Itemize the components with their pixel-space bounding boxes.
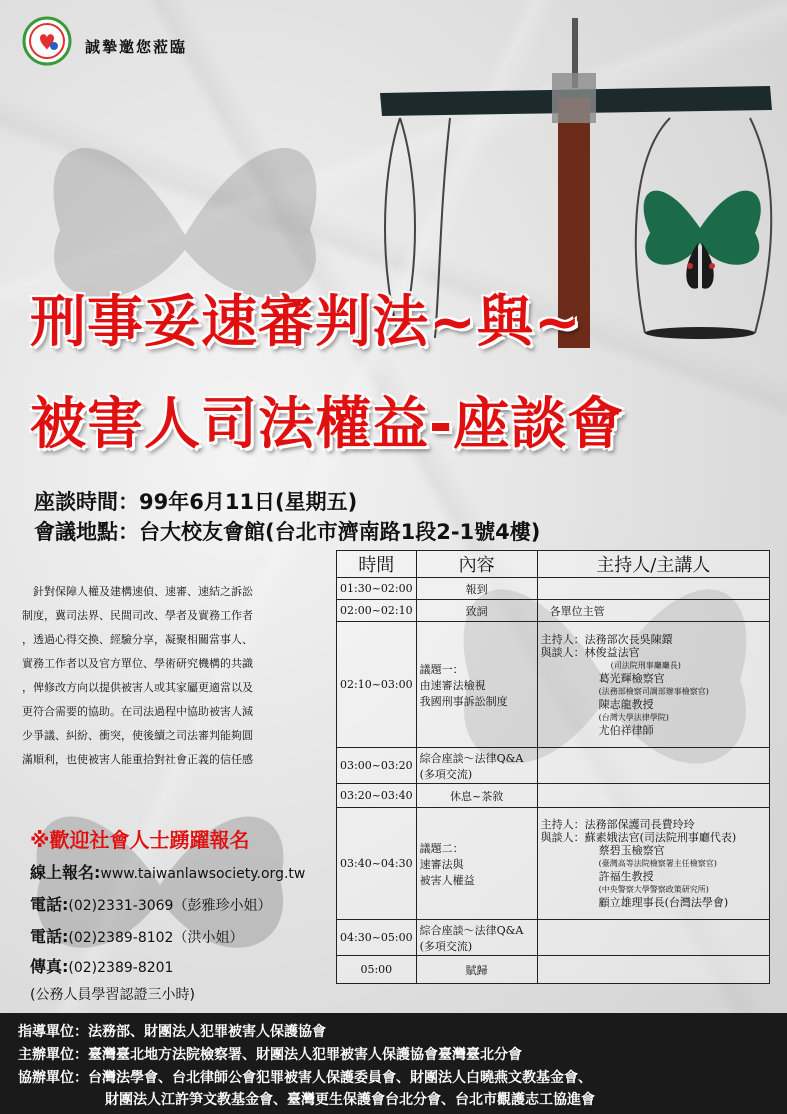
description-line: ，俾修改方向以提供被害人或其家屬更適當以及 xyxy=(22,681,253,694)
phone-number: (02)2331-3069（彭雅珍小姐） xyxy=(68,898,272,914)
host-line: 與談人：林俊益法官 xyxy=(540,645,640,659)
invitation-text: 誠摯邀您蒞臨 xyxy=(85,38,188,56)
host-units: 主辦單位：臺灣臺北地方法院檢察署、財團法人犯罪被害人保護協會臺灣臺北分會 xyxy=(18,1047,522,1063)
topic-line: 我國刑事訴訟制度 xyxy=(419,694,508,708)
host-note: (台灣大學法律學院) xyxy=(598,712,669,722)
content-line: 綜合座談～法律Q&A xyxy=(419,923,524,937)
host-line: 主持人：法務部保護司長費玲玲 xyxy=(540,818,695,831)
time-cell: 02:00~02:10 xyxy=(337,600,417,622)
topic-line: 被害人權益 xyxy=(419,873,475,887)
column-header: 主持人/主講人 xyxy=(537,551,769,578)
host-line: 葛光輝檢察官 xyxy=(598,671,665,685)
content-cell: 致詞 xyxy=(416,600,537,622)
topic-line: 由速審法檢視 xyxy=(419,678,486,692)
host-note: (司法院刑事廳廳長) xyxy=(610,660,681,670)
fax-label: 傳真: xyxy=(30,957,69,976)
table-row xyxy=(337,956,770,984)
time-cell: 03:20~03:40 xyxy=(337,784,417,808)
host-line: 許福生教授 xyxy=(598,870,654,883)
host-cell xyxy=(537,622,769,748)
host-line: 尤伯祥律師 xyxy=(598,723,654,737)
online-label: 線上報名: xyxy=(30,863,101,882)
co-organizer-units-cont: 財團法人江許笋文教基金會、臺灣更生保護會台北分會、台北市觀護志工協進會 xyxy=(105,1092,595,1108)
description-line: 更符合需要的協助。在司法過程中協助被害人減 xyxy=(22,705,253,718)
content-cell xyxy=(416,920,537,956)
time-cell: 02:10~03:00 xyxy=(337,622,417,748)
phone-2 xyxy=(30,924,243,947)
description-line: 滿順利，也使被害人能重拾對社會正義的信任感 xyxy=(22,753,253,766)
content-cell: 賦歸 xyxy=(416,956,537,984)
table-header-row xyxy=(337,551,770,578)
table-row xyxy=(337,622,770,748)
table-row xyxy=(337,578,770,600)
time-cell: 05:00 xyxy=(337,956,417,984)
host-note: (臺灣高等法院檢察署主任檢察官) xyxy=(598,859,717,868)
host-line: 陳志龍教授 xyxy=(598,697,654,711)
description-line: 少爭議、糾紛、衝突，使後續之司法審判能夠圓 xyxy=(22,729,253,742)
description-line: 制度，冀司法界、民間司改、學者及實務工作者 xyxy=(22,609,253,622)
topic-line: 速審法與 xyxy=(419,857,464,871)
content-cell: 休息~茶敘 xyxy=(416,784,537,808)
column-header: 內容 xyxy=(416,551,537,578)
host-cell xyxy=(537,748,769,784)
content-cell: 報到 xyxy=(416,578,537,600)
co-organizer-units: 協辦單位：台灣法學會、台北律師公會犯罪被害人保護委員會、財團法人白曉燕文教基金會、 xyxy=(18,1070,592,1086)
event-time: 座談時間：99年6月11日(星期五) xyxy=(34,490,358,514)
table-row xyxy=(337,600,770,622)
online-registration xyxy=(30,860,305,883)
host-line: 與談人：蘇素娥法官(司法院刑事廳代表) xyxy=(540,831,737,844)
description-line: 針對保障人權及建構速偵、速審、速結之訴訟 xyxy=(22,585,253,598)
content-cell xyxy=(416,808,537,920)
event-description xyxy=(22,580,294,772)
certification-note: (公務人員學習認證三小時) xyxy=(30,987,195,1003)
content-line: (多項交流) xyxy=(419,767,473,781)
event-title-line1: 刑事妥速審判法~與~ xyxy=(30,290,582,355)
registration-welcome: ※歡迎社會人士踴躍報名 xyxy=(30,828,250,852)
content-cell xyxy=(416,748,537,784)
schedule-table xyxy=(336,550,770,984)
description-line: 實務工作者以及官方單位、學術研究機構的共識 xyxy=(22,657,253,670)
host-cell xyxy=(537,956,769,984)
host-cell xyxy=(537,784,769,808)
phone-1 xyxy=(30,892,271,915)
table-row xyxy=(337,808,770,920)
time-cell: 04:30~05:00 xyxy=(337,920,417,956)
content-cell xyxy=(416,622,537,748)
host-cell xyxy=(537,578,769,600)
event-title-line2: 被害人司法權益-座談會 xyxy=(30,392,625,457)
table-row xyxy=(337,920,770,956)
host-note: (中央警察大學警察政策研究所) xyxy=(598,885,709,894)
host-cell xyxy=(537,920,769,956)
host-cell: 各單位主管 xyxy=(537,600,769,622)
host-line: 主持人：法務部次長吳陳鐶 xyxy=(540,632,673,646)
fax xyxy=(30,954,173,977)
time-cell: 01:30~02:00 xyxy=(337,578,417,600)
phone-number: (02)2389-8102（洪小姐） xyxy=(68,930,244,946)
time-cell: 03:00~03:20 xyxy=(337,748,417,784)
host-note: (法務部檢察司調部辦事檢察官) xyxy=(598,686,709,696)
table-row xyxy=(337,784,770,808)
phone-label: 電話: xyxy=(30,895,69,914)
event-place: 會議地點：台大校友會館(台北市濟南路1段2-1號4樓) xyxy=(34,520,541,544)
topic-label: 議題二： xyxy=(419,841,464,855)
content-line: 綜合座談～法律Q&A xyxy=(419,751,524,765)
host-line: 蔡碧玉檢察官 xyxy=(598,844,665,857)
organizers-footer xyxy=(0,1013,787,1114)
table-row xyxy=(337,748,770,784)
column-header: 時間 xyxy=(337,551,417,578)
host-line: 顧立雄理事長(台灣法學會) xyxy=(598,896,729,909)
association-logo-icon xyxy=(22,16,72,66)
phone-label: 電話: xyxy=(30,927,69,946)
description-line: ，透過心得交換、經驗分享，凝聚相關當事人、 xyxy=(22,633,253,646)
host-cell xyxy=(537,808,769,920)
guiding-units: 指導單位：法務部、財團法人犯罪被害人保護協會 xyxy=(18,1024,326,1040)
registration-url[interactable]: www.taiwanlawsociety.org.tw xyxy=(100,866,306,882)
topic-label: 議題一： xyxy=(419,662,464,676)
fax-number: (02)2389-8201 xyxy=(68,960,174,976)
time-cell: 03:40~04:30 xyxy=(337,808,417,920)
content-line: (多項交流) xyxy=(419,939,473,953)
